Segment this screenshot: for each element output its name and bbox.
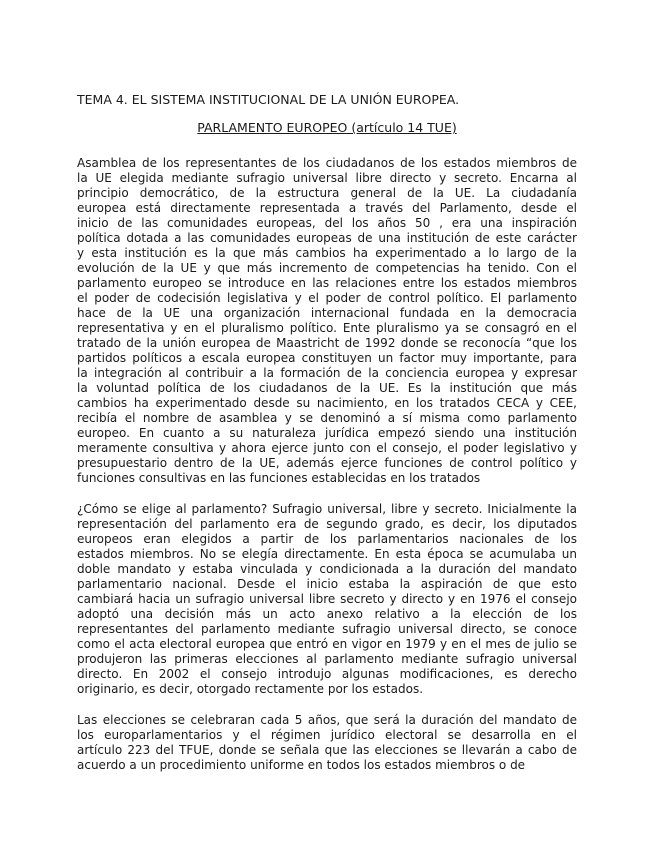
text-line: tratado de la unión europea de Maastricht de 1992 donde se reconocía “que los (77, 336, 577, 350)
text-line: hace de la UE una organización internacional fundada en la democracia (77, 306, 577, 320)
text-line: cambios ha experimentado desde su nacimiento, en los tratados CECA y CEE, (77, 396, 577, 410)
text-line: europea está directamente representada a través del Parlamento, desde el (77, 201, 577, 215)
text-line: produjeron las primeras elecciones al parlamento mediante sufragio universal (77, 652, 577, 666)
document-page (77, 92, 577, 773)
section-heading: PARLAMENTO EUROPEO (artículo 14 TUE) (197, 120, 457, 135)
text-line: evolución de la UE y que más incremento de competencias ha tenido. Con el (77, 261, 577, 275)
paragraph-3 (77, 713, 577, 773)
text-line: el poder de codecisión legislativa y el poder de control político. El parlamento (77, 291, 577, 305)
text-line: partidos políticos a escala europea constituyen un factor muy importante, para (77, 351, 577, 365)
text-line: presupuestario dentro de la UE, además ejerce funciones de control político y (77, 456, 577, 470)
text-line: acuerdo a un procedimiento uniforme en todos los estados miembros o de (77, 758, 526, 772)
text-line: directo. En 2002 el consejo introdujo algunas modificaciones, es derecho (77, 667, 577, 681)
text-line: representantes del parlamento mediante sufragio universal directo, se conoce (77, 622, 577, 636)
text-line: inicio de las comunidades europeas, del los años 50 , era una inspiración (77, 216, 577, 230)
text-line: los europarlamentarios y el régimen jurídico electoral se desarrolla en el (77, 728, 577, 742)
text-line: principio democrático, de la estructura general de la UE. La ciudadanía (77, 186, 577, 200)
document-title: TEMA 4. EL SISTEMA INSTITUCIONAL DE LA UNIÓN EUROPEA. (77, 92, 460, 107)
paragraph-2 (77, 502, 577, 697)
paragraph-1 (77, 156, 577, 486)
text-line: la voluntad política de los ciudadanos de la UE. Es la institución que más (77, 381, 577, 395)
text-line: representativa y en el pluralismo político. Ente pluralismo ya se consagró en el (77, 321, 577, 335)
text-line: funciones consultivas en las funciones establecidas en los tratados (77, 471, 481, 485)
text-line: Asamblea de los representantes de los ciudadanos de los estados miembros de (77, 156, 577, 170)
text-line: política dotada a las comunidades europeas de una institución de este carácter (77, 231, 577, 245)
text-line: europeos eran elegidos a partir de los parlamentarios nacionales de los (77, 532, 577, 546)
text-line: adoptó una decisión más un acto anexo relativo a la elección de los (77, 607, 577, 621)
text-line: ¿Cómo se elige al parlamento? Sufragio universal, libre y secreto. Inicialmente la (77, 502, 577, 516)
text-line: como el acta electoral europea que entró en vigor en 1979 y en el mes de julio se (77, 637, 577, 651)
text-line: originario, es decir, otorgado rectamente por los estados. (77, 682, 424, 696)
text-line: europeo. En cuanto a su naturaleza jurídica empezó siendo una institución (77, 426, 577, 440)
text-line: representación del parlamento era de segundo grado, es decir, los diputados (77, 517, 577, 531)
text-line: doble mandato y estaba vinculada y condicionada a la duración del mandato (77, 562, 577, 576)
text-line: parlamento europeo se introduce en las relaciones entre los estados miembros (77, 276, 577, 290)
text-line: meramente consultiva y ahora ejerce junto con el consejo, el poder legislativo y (77, 441, 577, 455)
text-line: la UE elegida mediante sufragio universal libre directo y secreto. Encarna al (77, 171, 577, 185)
text-line: artículo 223 del TFUE, donde se señala que las elecciones se llevarán a cabo de (77, 743, 577, 757)
text-line: recibía el nombre de asamblea y se denominó a sí misma como parlamento (77, 411, 577, 425)
text-line: parlamentario nacional. Desde el inicio estaba la aspiración de que esto (77, 577, 577, 591)
text-line: Las elecciones se celebraran cada 5 años, que será la duración del mandato de (77, 713, 577, 727)
text-line: estados miembros. No se elegía directamente. En esta época se acumulaba un (77, 547, 577, 561)
text-line: y esta institución es la que más cambios ha experimentado a lo largo de la (77, 246, 577, 260)
text-line: la integración al contribuir a la formación de la conciencia europea y expresar (77, 366, 577, 380)
text-line: cambiará hacia un sufragio universal libre secreto y directo y en 1976 el consejo (77, 592, 577, 606)
